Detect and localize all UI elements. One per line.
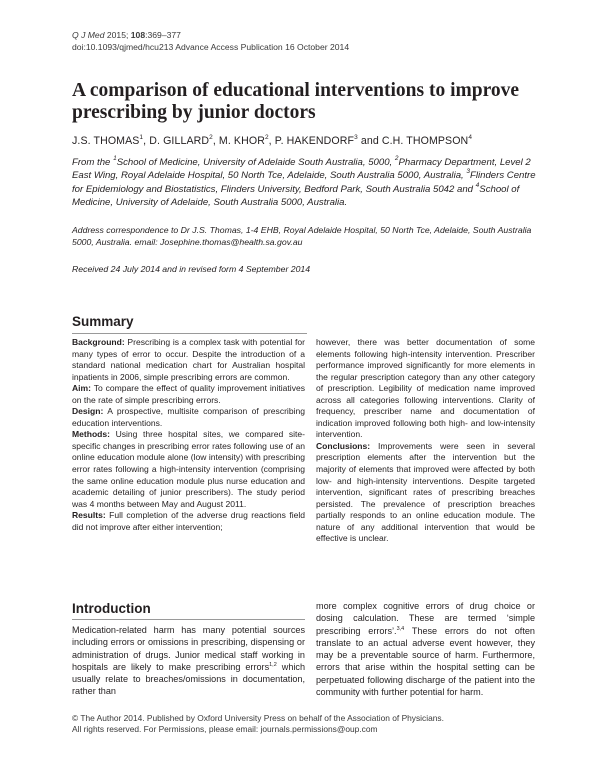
- summary-heading-rule: [72, 333, 307, 334]
- journal-pages: :369–377: [145, 30, 181, 40]
- author-2: D. GILLARD$^2$,: [149, 134, 219, 147]
- introduction-paragraph-1-continued: more complex cognitive errors of drug choice or dosing calculation. These are termed ‘simple prescribing errors’.$^{3,4}$ These errors do not often translate to an actual adverse event however, they may be a preventable source of harm. Furthermore, errors that arise within the hospital setting can be perpetuated following discharge of the patient into the community with further potential for harm.: [316, 601, 535, 698]
- permissions-line: All rights reserved. For Permissions, please email: journals.permissions@oup.com: [72, 724, 378, 734]
- journal-citation: [72, 30, 181, 41]
- summary-aim: Aim: To compare the effect of quality improvement initiatives on the rate of simple prescribing errors.: [72, 383, 305, 405]
- journal-year: 2015;: [104, 30, 131, 40]
- author-5: C.H. THOMPSON$^4$: [381, 134, 473, 147]
- summary-right-column: [316, 337, 535, 545]
- received-dates: Received 24 July 2014 and in revised form 4 September 2014: [72, 264, 311, 274]
- author-1: J.S. THOMAS$^1$,: [72, 134, 150, 147]
- summary-results: Results: Full completion of the adverse drug reactions field did not improve after either intervention;: [72, 510, 305, 532]
- summary-heading: Summary: [72, 314, 134, 329]
- author-3: M. KHOR$^2$,: [218, 134, 275, 147]
- introduction-right-column: [316, 600, 535, 698]
- summary-left-column: [72, 337, 305, 533]
- copyright-footer: [72, 713, 542, 735]
- summary-methods: Methods: Using three hospital sites, we compared site-specific changes in prescribing error rates following use of an online education module alone (low intensity) with prescribing error rates following a high-intensity intervention (comprising the same online education module plus nurse education and academic detailing of junior prescribers). The study period was 4 months between May and August 2011.: [72, 429, 305, 509]
- summary-results-continued: however, there was better documentation of some elements following high-intensity intervention. Prescriber performance improved significantly for more elements in the regular prescription category than any other category of prescription. Legibility of medication name improved across all categories following interventions. Clarity of frequency, prescriber name and documentation of indication improved following both high- and low-intensity intervention.: [316, 337, 535, 440]
- correspondence-address: Address correspondence to Dr J.S. Thomas, 1-4 EHB, Royal Adelaide Hospital, 50 North Tce, Adelaide, South Australia 5000, Australia. email: Josephine.thomas@health.sa.gov.au: [72, 225, 532, 248]
- copyright-line: © The Author 2014. Published by Oxford University Press on behalf of the Association of Physicians.: [72, 713, 444, 723]
- affiliations: From the $^1$School of Medicine, University of Adelaide South Australia, 5000, $^2$Pharmacy Department, Level 2 East Wing, Royal Adelaide Hospital, 50 North Tce, Adelaide, South Australia 5000, Australia, $^3$Flinders Centre for Epidemiology and Biostatistics, Flinders University, Bedford Park, South Australia 5042 and $^4$School of Medicine, University of Adelaide, South Australia 5000, Australia.: [72, 155, 536, 209]
- doi-line: doi:10.1093/qjmed/hcu213 Advance Access Publication 16 October 2014: [72, 42, 350, 52]
- summary-design: Design: A prospective, multisite comparison of prescribing education interventions.: [72, 406, 305, 428]
- introduction-heading-rule: [72, 619, 305, 620]
- article-title: A comparison of educational interventions to improve prescribing by junior doctors: [72, 80, 520, 123]
- introduction-left-column: [72, 624, 305, 698]
- author-4: P. HAKENDORF$^3$ and: [274, 134, 382, 147]
- summary-background: Background: Prescribing is a complex task with potential for many types of error to occur. Despite the introduction of a standard national medication chart for Australian hospital inpatients in 2006, simple prescribing errors are common.: [72, 337, 305, 382]
- introduction-paragraph-1: Medication-related harm has many potential sources including errors or omissions in prescribing, dispensing or administration of drugs. Junior medical staff working in hospitals are likely to make prescribing errors$^{1,2}$ which usually relate to breaches/omissions in documentation, rather than: [72, 625, 306, 697]
- summary-conclusions: Conclusions: Improvements were seen in several prescription elements after the intervention but the majority of elements that improved were affected by both low- and high-intensity interventions. Despite targeted intervention, significant rates of prescribing breaches persisted. The prevalence of prescription breaches partially responds to an online education module. The nature of any additional intervention that would be effective is unclear.: [316, 440, 535, 544]
- journal-abbr: Q J Med: [72, 30, 105, 40]
- author-list: [72, 135, 552, 148]
- introduction-heading: Introduction: [72, 601, 151, 616]
- journal-volume: 108: [130, 30, 146, 40]
